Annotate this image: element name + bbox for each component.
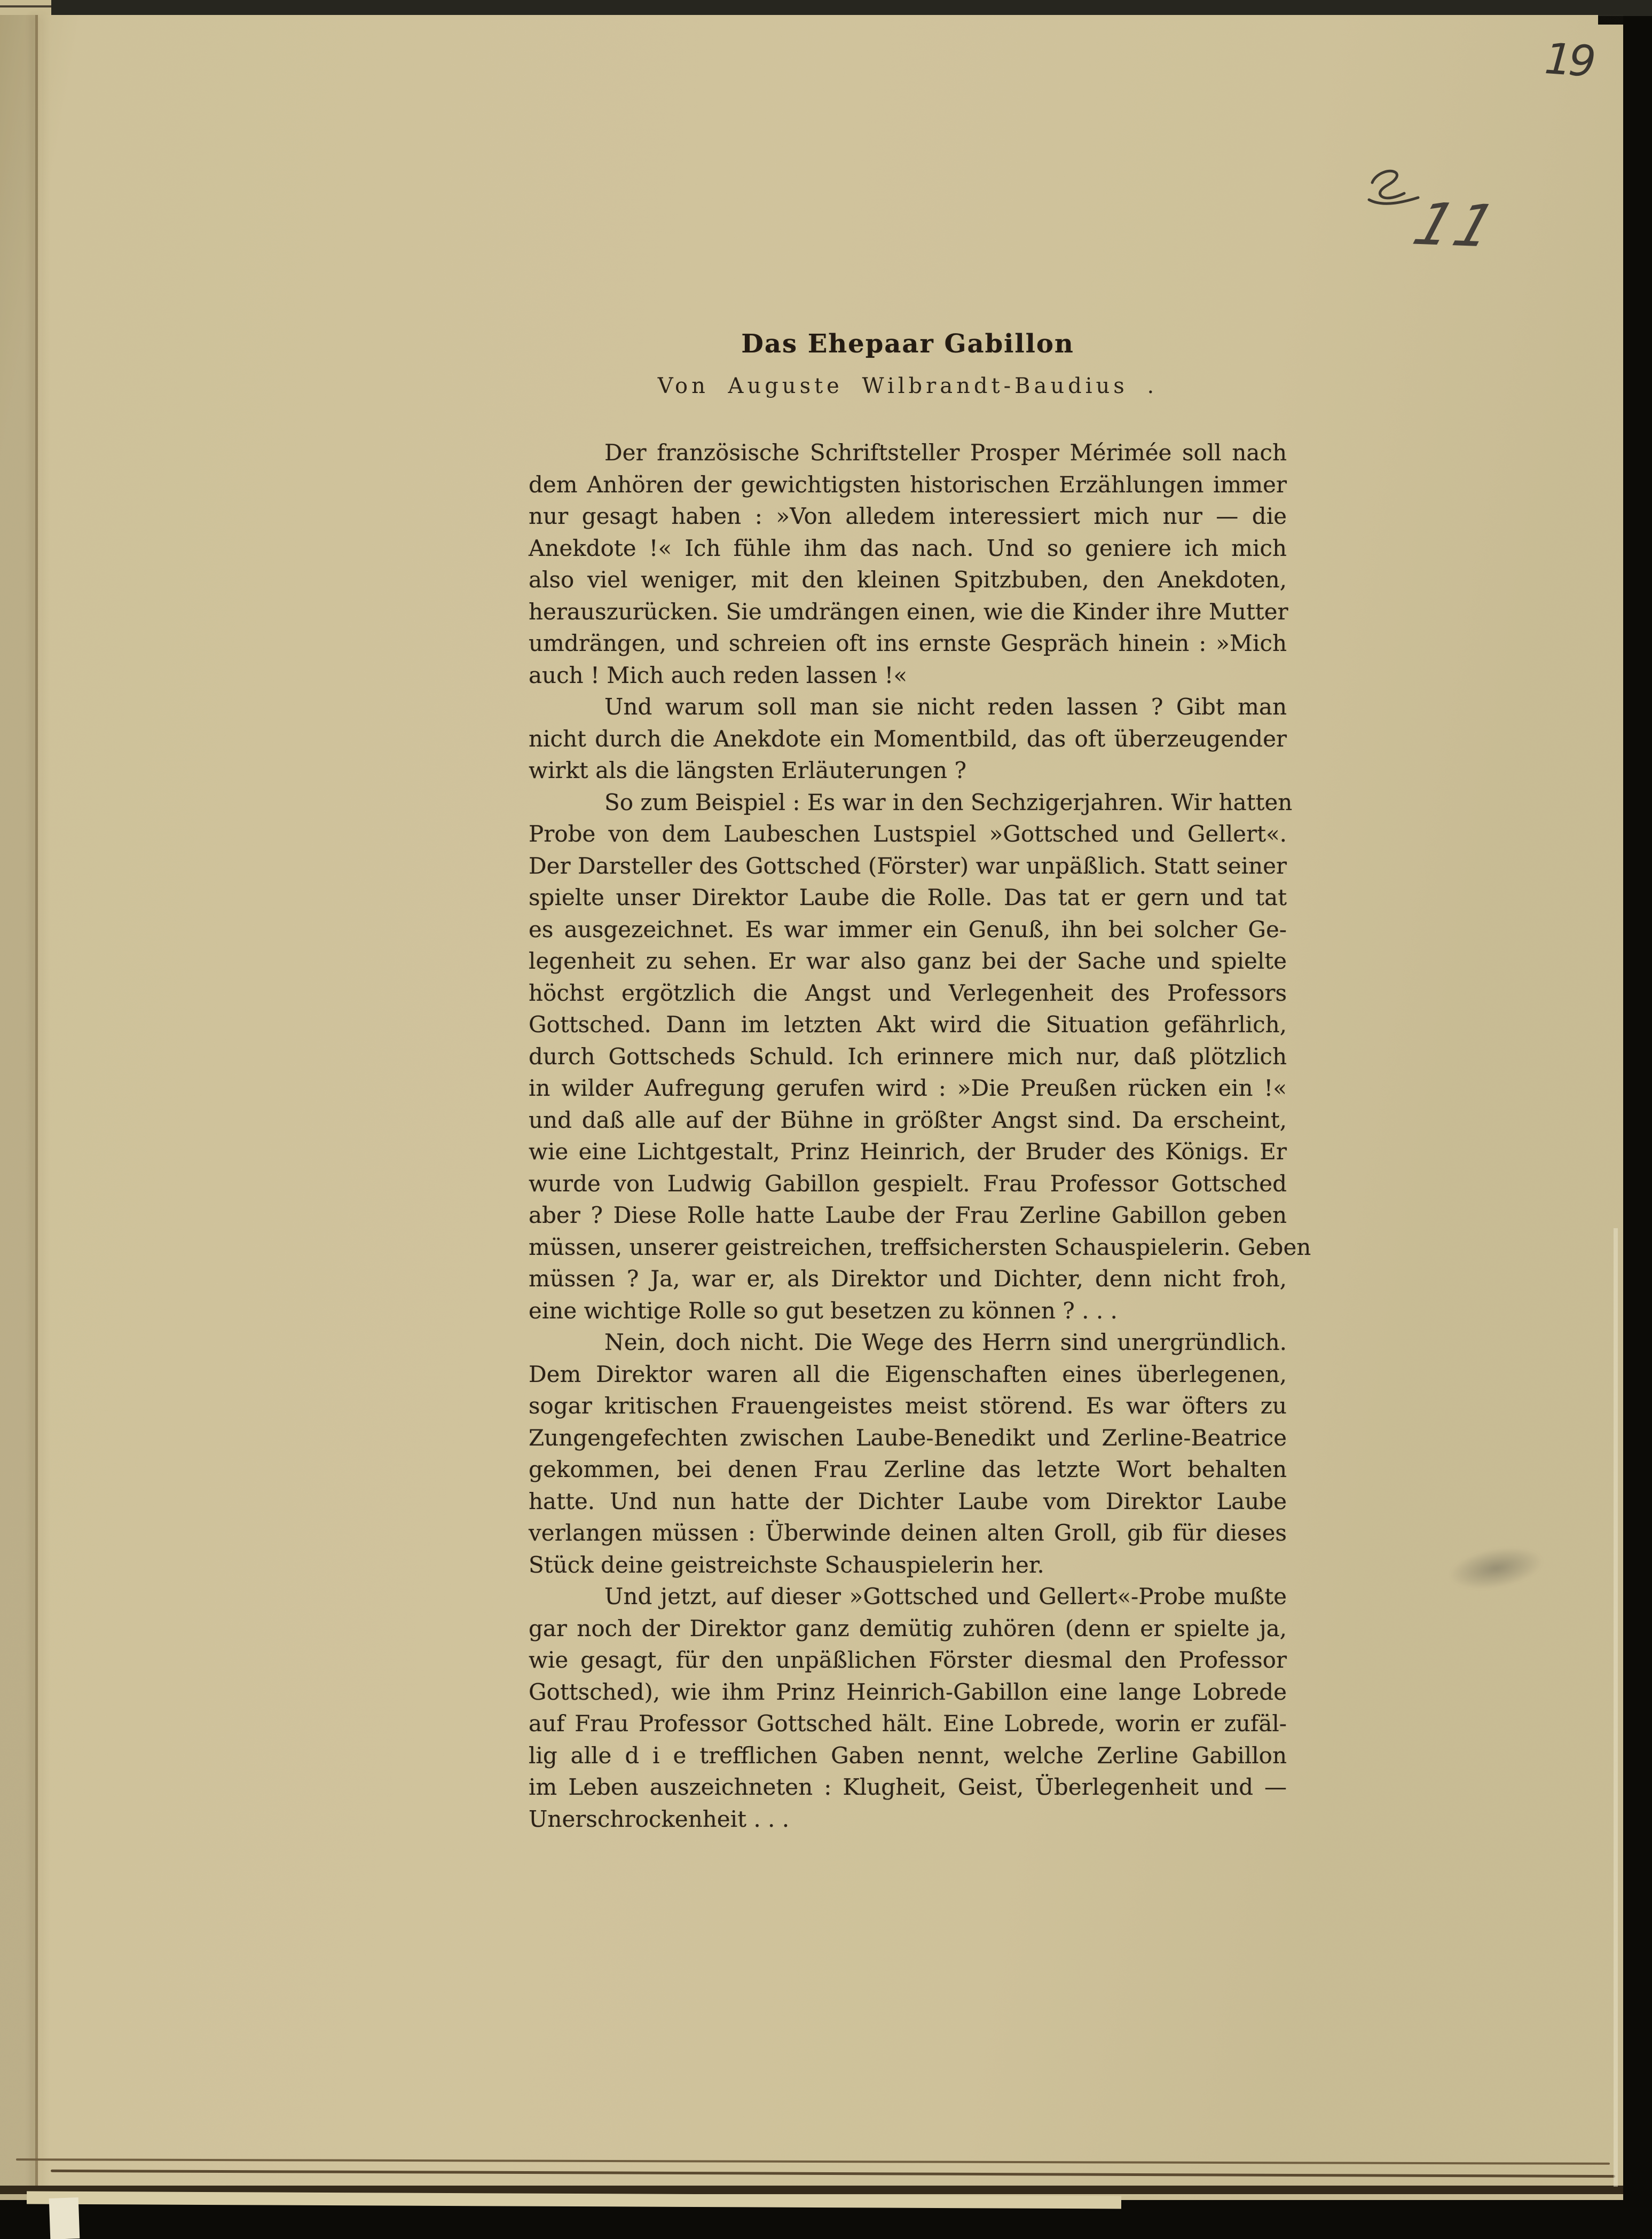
handwritten-page-number: 19 [1543,33,1594,87]
text-line: durch Gottscheds Schuld. Ich erinnere mich nur, daß plötzlich [529,1043,1287,1070]
text-line: Zungengefechten zwischen Laube-Benedikt und Zerline-Beatrice [529,1424,1287,1451]
text-line: spielte unser Direktor Laube die Rolle. Das tat er gern und tat [529,884,1287,910]
text-line: sogar kritischen Frauengeistes meist störend. Es war öfters zu [529,1393,1287,1419]
text-line: auf Frau Professor Gottsched hält. Eine Lobrede, worin er zufäl- [529,1710,1287,1737]
text-line: wirkt als die längsten Erläuterungen ? [529,757,966,783]
text-line: und daß alle auf der Bühne in größter Angst sind. Da erscheint, [529,1106,1287,1133]
scan-background-top [0,0,1652,16]
underlying-sheet-corner [49,2197,80,2239]
text-line: gekommen, bei denen Frau Zerline das letzte Wort behalten [529,1456,1287,1482]
underlying-page-edge-line [0,5,51,7]
text-line: auch ! Mich auch reden lassen !« [529,662,908,688]
text-line: wie eine Lichtgestalt, Prinz Heinrich, der Bruder des Königs. Er [529,1138,1287,1165]
text-line: herauszurücken. Sie umdrängen einen, wie die Kinder ihre Mutter [529,598,1288,625]
text-line: wie gesagt, für den unpäßlichen Förster diesmal den Professor [529,1647,1287,1673]
text-line: es ausgezeichnet. Es war immer ein Genuß, ihn bei solcher Ge- [529,916,1287,942]
text-line: Stück deine geistreichste Schauspielerin her. [529,1551,1044,1578]
page-gutter-shading [0,15,35,2200]
text-line: dem Anhören der gewichtigsten historischen Erzählungen immer [529,471,1287,498]
page-right-edge-highlight [1614,1228,1618,2187]
text-line: eine wichtige Rolle so gut besetzen zu können ? . . . [529,1297,1118,1324]
text-line: aber ? Diese Rolle hatte Laube der Frau Zerline Gabillon geben [529,1202,1287,1228]
article-byline: Von Auguste Wilbrandt-Baudius . [657,374,1158,398]
text-line: So zum Beispiel : Es war in den Sechzigerjahren. Wir hatten [604,789,1293,815]
text-line: Gottsched. Dann im letzten Akt wird die Situation gefährlich, [529,1011,1287,1038]
text-line: Und warum soll man sie nicht reden lassen ? Gibt man [604,694,1287,720]
text-line: müssen ? Ja, war er, als Direktor und Dichter, denn nicht froh, [529,1266,1287,1292]
text-line: gar noch der Direktor ganz demütig zuhören (denn er spielte ja, [529,1615,1287,1641]
text-line: verlangen müssen : Überwinde deinen alten Groll, gib für dieses [529,1520,1287,1546]
text-line: Der Darsteller des Gottsched (Förster) war unpäßlich. Statt seiner [529,852,1287,879]
text-line: Probe von dem Laubeschen Lustspiel »Gottsched und Gellert«. [529,821,1287,847]
text-line: wurde von Ludwig Gabillon gespielt. Frau Professor Gottsched [529,1170,1287,1197]
text-line: nur gesagt haben : »Von alledem interessiert mich nur — die [529,503,1287,529]
text-line: müssen, unserer geistreichen, treffsichersten Schauspielerin. Geben [529,1234,1311,1260]
article-title: Das Ehepaar Gabillon [741,329,1074,359]
text-line: Unerschrockenheit . . . [529,1805,790,1832]
text-line: Anekdote !« Ich fühle ihm das nach. Und so geniere ich mich [529,535,1287,561]
text-line: Gottsched), wie ihm Prinz Heinrich-Gabillon eine lange Lobrede [529,1678,1287,1705]
text-line: legenheit zu sehen. Er war also ganz bei der Sache und spielte [529,948,1287,974]
text-line: nicht durch die Anekdote ein Momentbild, das oft überzeugender [529,725,1287,752]
text-line: lig alle d i e trefflichen Gaben nennt, welche Zerline Gabillon [529,1742,1287,1769]
text-line: Dem Direktor waren all die Eigenschaften eines überlegenen, [529,1361,1287,1387]
text-line: höchst ergötzlich die Angst und Verlegenheit des Professors [529,979,1287,1006]
handwritten-scribble-icon [1365,164,1429,216]
text-line: Nein, doch nicht. Die Wege des Herrn sind unergründlich. [604,1329,1287,1355]
text-line: hatte. Und nun hatte der Dichter Laube vom Direktor Laube [529,1488,1287,1514]
handwritten-margin-number: 11 [1405,191,1506,261]
text-line: Und jetzt, auf dieser »Gottsched und Gellert«-Probe mußte [604,1583,1287,1609]
text-line: umdrängen, und schreien oft ins ernste Gespräch hinein : »Mich [529,630,1287,656]
page-fold-crease [35,15,38,2200]
text-line: im Leben auszeichneten : Klugheit, Geist, Überlegenheit und — [529,1774,1287,1800]
text-line: in wilder Aufregung gerufen wird : »Die Preußen rücken ein !« [529,1075,1287,1101]
body-text [529,437,1311,1835]
text-line: also viel weniger, mit den kleinen Spitzbuben, den Anekdoten, [529,567,1287,593]
text-line: Der französische Schriftsteller Prosper Mérimée soll nach [604,439,1287,466]
